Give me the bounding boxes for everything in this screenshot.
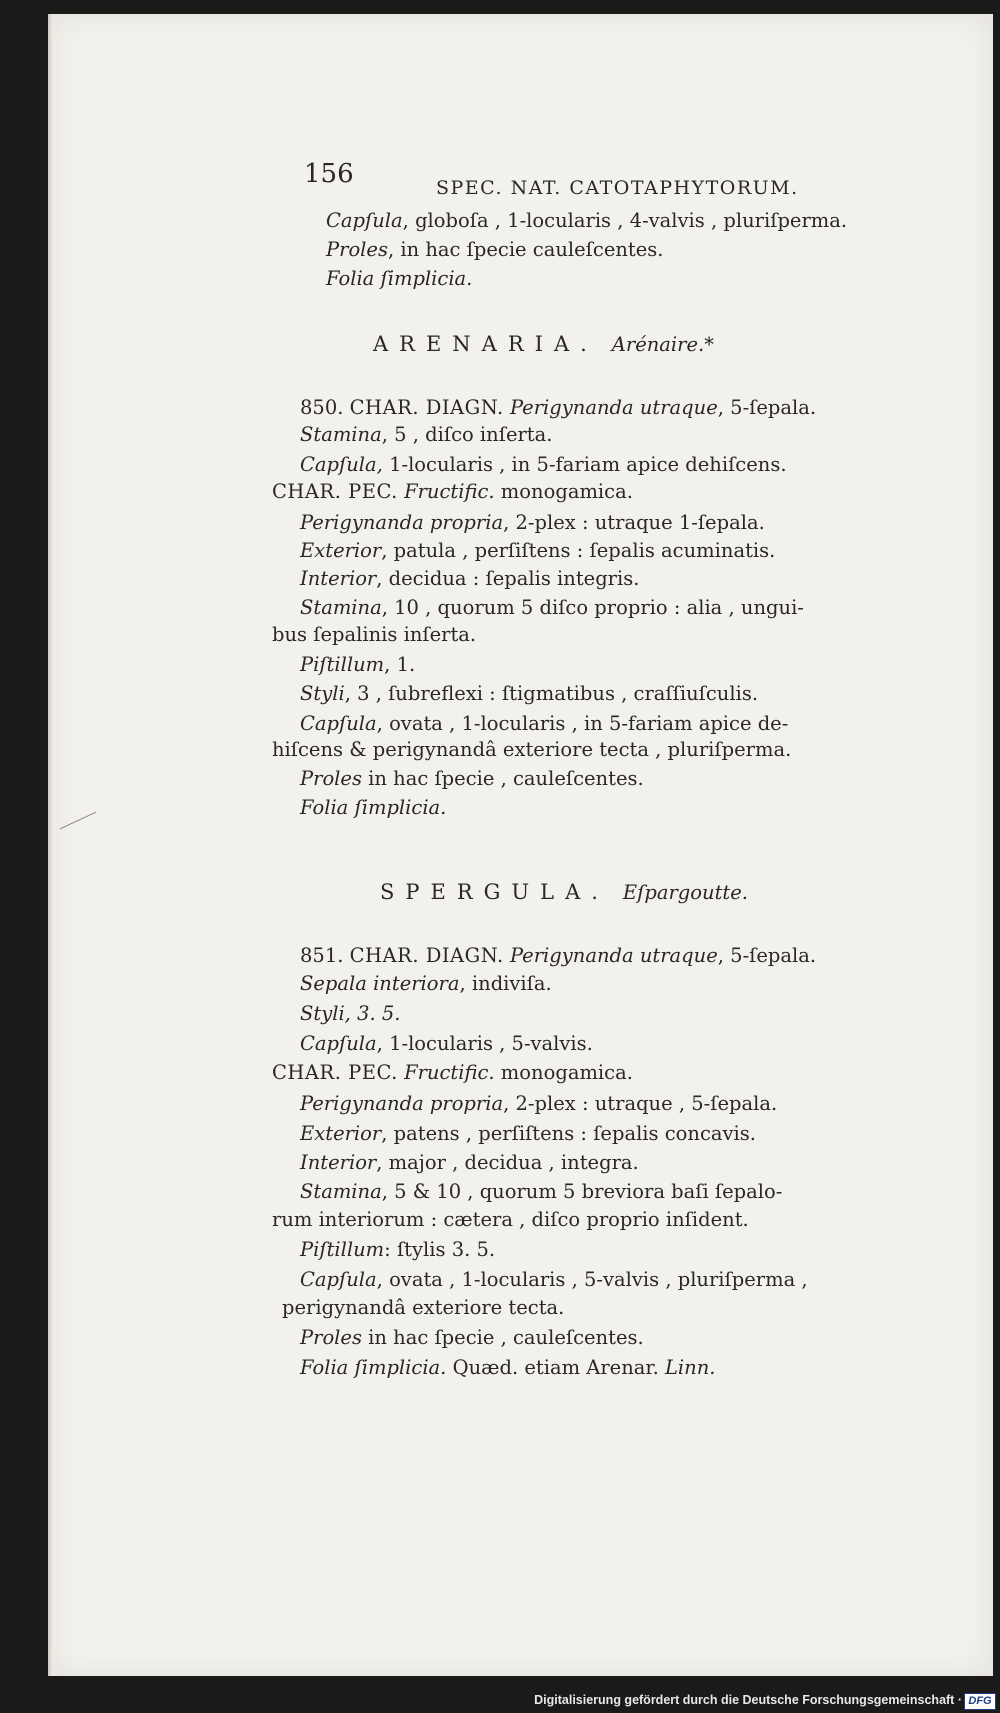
text-line: bus ſepalinis inſerta. (272, 623, 477, 646)
text-line: perigynandâ exteriore tecta. (282, 1296, 565, 1319)
text-line: 850. CHAR. DIAGN. Perigynanda utraque, 5-ſepala. (300, 396, 817, 419)
text-line: Capſula, ovata , 1-locularis , in 5-fariam apice de- (300, 712, 789, 735)
text-line: Styli, 3 , ſubreflexi : ſtigmatibus , craſſiuſculis. (300, 682, 759, 705)
text-line: Exterior, patens , perſiſtens : ſepalis concavis. (300, 1122, 756, 1145)
text-line: Perigynanda propria, 2-plex : utraque 1-ſepala. (300, 511, 765, 534)
text-line: Folia ſimplicia. (300, 796, 447, 819)
text-line: 851. CHAR. DIAGN. Perigynanda utraque, 5-ſepala. (300, 944, 817, 967)
page-gutter-shadow (48, 14, 54, 1676)
text-line: Piſtillum: ſtylis 3. 5. (300, 1238, 496, 1261)
text-line: Folia ſimplicia. (326, 267, 473, 290)
text-line: Stamina, 5 & 10 , quorum 5 breviora baſi ſepalo- (300, 1180, 783, 1203)
text-line: Proles in hac ſpecie , cauleſcentes. (300, 1326, 644, 1349)
footer-bar (0, 1690, 1000, 1713)
text-line: rum interiorum : cætera , diſco proprio inſident. (272, 1208, 749, 1231)
page-number: 156 (304, 159, 354, 189)
text-line: Capſula, ovata , 1-locularis , 5-valvis , pluriſperma , (300, 1268, 808, 1291)
text-line: Capſula, 1-locularis , in 5-fariam apice dehiſcens. (300, 453, 787, 476)
text-line: Sepala interiora, indiviſa. (300, 972, 552, 995)
text-line: Perigynanda propria, 2-plex : utraque , 5-ſepala. (300, 1092, 778, 1115)
dfg-logo-icon: DFG (964, 1693, 996, 1710)
text-line: Interior, decidua : ſepalis integris. (300, 567, 640, 590)
genus-heading-arenaria: ARENARIA. Arénaire.* (373, 332, 714, 356)
text-line: Piſtillum, 1. (300, 653, 416, 676)
text-line: Interior, major , decidua , integra. (300, 1151, 639, 1174)
text-line: Capſula, globoſa , 1-locularis , 4-valvis , pluriſperma. (326, 209, 848, 232)
genus-heading-spergula: SPERGULA. Eſpargoutte. (380, 880, 748, 904)
text-line: Proles in hac ſpecie , cauleſcentes. (300, 767, 644, 790)
text-line: hiſcens & perigynandâ exteriore tecta , pluriſperma. (272, 738, 792, 761)
text-line: Exterior, patula , perſiſtens : ſepalis acuminatis. (300, 539, 776, 562)
text-line: Folia ſimplicia. Quæd. etiam Arenar. Linn. (300, 1356, 716, 1379)
text-line: CHAR. PEC. Fructific. monogamica. (272, 1061, 633, 1084)
text-line: Proles, in hac ſpecie cauleſcentes. (326, 238, 664, 261)
funding-credit: Digitalisierung gefördert durch die Deutsche Forschungsgemeinschaft · (534, 1693, 962, 1707)
text-line: Stamina, 5 , diſco inſerta. (300, 423, 553, 446)
text-line: Capſula, 1-locularis , 5-valvis. (300, 1032, 593, 1055)
text-line: CHAR. PEC. Fructific. monogamica. (272, 480, 633, 503)
running-title: SPEC. NAT. CATOTAPHYTORUM. (436, 177, 799, 199)
text-line: Stamina, 10 , quorum 5 diſco proprio : alia , ungui- (300, 596, 804, 619)
text-line: Styli, 3. 5. (300, 1002, 401, 1025)
book-page (48, 14, 993, 1676)
